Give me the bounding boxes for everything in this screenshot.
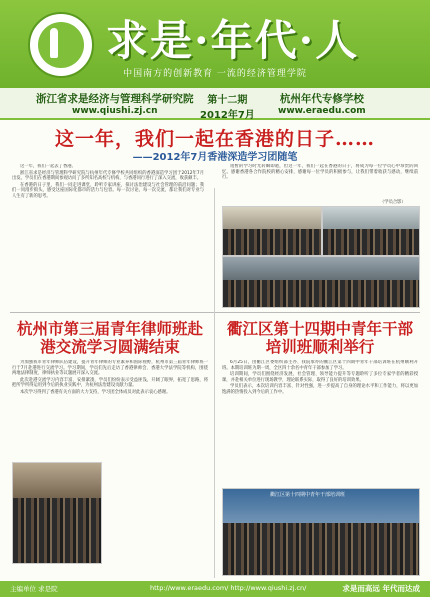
org-right-url: www.eraedu.com	[278, 106, 366, 116]
article2-paragraph: 为加强我市青年律师队伍建设，提升青年律师的专业素养和国际视野，杭州市第三届青年律师班一行于7月赴港进行交流学习。学习期间，学员们先后走访了香港律师会、香港大学法学院等机构，围绕两地法律制度、律师执业等议题展开深入交流。	[12, 360, 208, 377]
article2-title: 杭州市第三届青年律师班赴港交流学习圆满结束	[16, 319, 203, 356]
org-left	[36, 91, 194, 116]
issue-number: 第十二期	[207, 95, 248, 106]
article3-body	[222, 360, 418, 484]
article3-photo	[222, 488, 420, 576]
section-divider	[10, 312, 420, 313]
article1-photo-1	[222, 206, 322, 256]
article3-photo-caption: 衢江区第十四期中青年干部培训班	[270, 492, 346, 498]
article1-photo-caption: （学员合影）	[380, 200, 406, 205]
article1-column-left	[12, 164, 204, 308]
masthead	[0, 0, 430, 88]
footer	[0, 581, 430, 597]
article2-paragraph: 此次赴港交流学习内容丰富、安排紧凑，学员们纷纷表示受益匪浅，开阔了眼界，拓宽了思路，将把所学所得运用到今后的执业实践中，为杭州法治建设贡献力量。	[12, 377, 208, 389]
footer-publisher: 主编单位 求是院	[10, 585, 58, 593]
article1-paragraph: 在香港的日子里，我们一同走进课堂，聆听专家讲座，探讨法治建设与社会管理的前沿问题；我们一同漫步街头，感受这座国际化都市的活力与包容。每一次讨论，每一次交流，都让我们对专业与人生有了新的思考。	[12, 182, 204, 199]
article3-paragraph: 6月25日，由衢江区委组织部主办、我院承办的衢江区第十四期中青年干部培训班在杭州顺利开班。本期培训班为期一周，全区四十余名中青年干部参加了学习。	[222, 360, 418, 371]
masthead-title: 求是·年代·人	[106, 16, 360, 65]
issue-date: 2012年7月	[200, 110, 255, 121]
org-left-url: www.qiushi.zj.cn	[72, 106, 158, 116]
main-headline: 这一年，我们一起在香港的日子……	[54, 128, 375, 150]
article3-paragraph: 学员们表示，本次培训内容丰富、针对性强，进一步提高了自身的理论水平和工作能力，将以更加饱满的热情投入到今后的工作中。	[222, 384, 418, 395]
article3-title: 衢江区第十四期中青年干部培训班顺利举行	[226, 319, 413, 356]
main-subhead: ——2012年7月香港深造学习团随笔	[132, 152, 298, 163]
article1-photo-2	[322, 206, 420, 256]
footer-slogan: 求是而高远 年代而达成	[342, 584, 420, 593]
article1-photo-3	[222, 256, 420, 308]
org-right-name: 杭州年代专修学校	[279, 93, 364, 105]
org-right	[278, 91, 366, 116]
masthead-subtitle: 中国南方的创新教育 一流的经济管理学院	[123, 69, 307, 79]
article1-paragraph: 这一年，我们一起去了香港。	[20, 164, 76, 169]
article1-column-right	[222, 164, 418, 204]
footer-urls: http://www.eraedu.com/ http://www.qiushi.zj.cn/	[150, 584, 307, 592]
article3-paragraph: 培训期间，学员们围绕经济发展、社会管理、领导能力提升等专题聆听了多位专家学者的精彩授课，并赴相关单位进行现场教学，理论联系实际，取得了良好的培训效果。	[222, 372, 418, 383]
issue-info	[200, 91, 255, 121]
article2-paragraph: 本次学习得到了香港有关方面的大力支持，学习团全体成员对此表示衷心感谢。	[20, 389, 171, 395]
article1-paragraph: 浙江省求是经济与管理科学研究院与杭州年代专修学校共同组织的香港深造学习团于2012年7月出发。学员们在香港期间参观访问了多所知名高校与机构，与香港同行进行了深入交流，收获颇丰。	[12, 170, 204, 182]
article1-paragraph: 短暂的学习时光转瞬即逝，但这一年，我们一起在香港的日子，将成为每一位学员心中珍贵的回忆。感谢香港各合作院校的精心安排，感谢每一位学员的积极参与，让我们带着收获与感动，继续前行。	[222, 164, 418, 181]
org-left-name: 浙江省求是经济与管理科学研究院	[36, 93, 194, 105]
column-divider	[214, 188, 215, 578]
article2-photo	[12, 462, 102, 564]
